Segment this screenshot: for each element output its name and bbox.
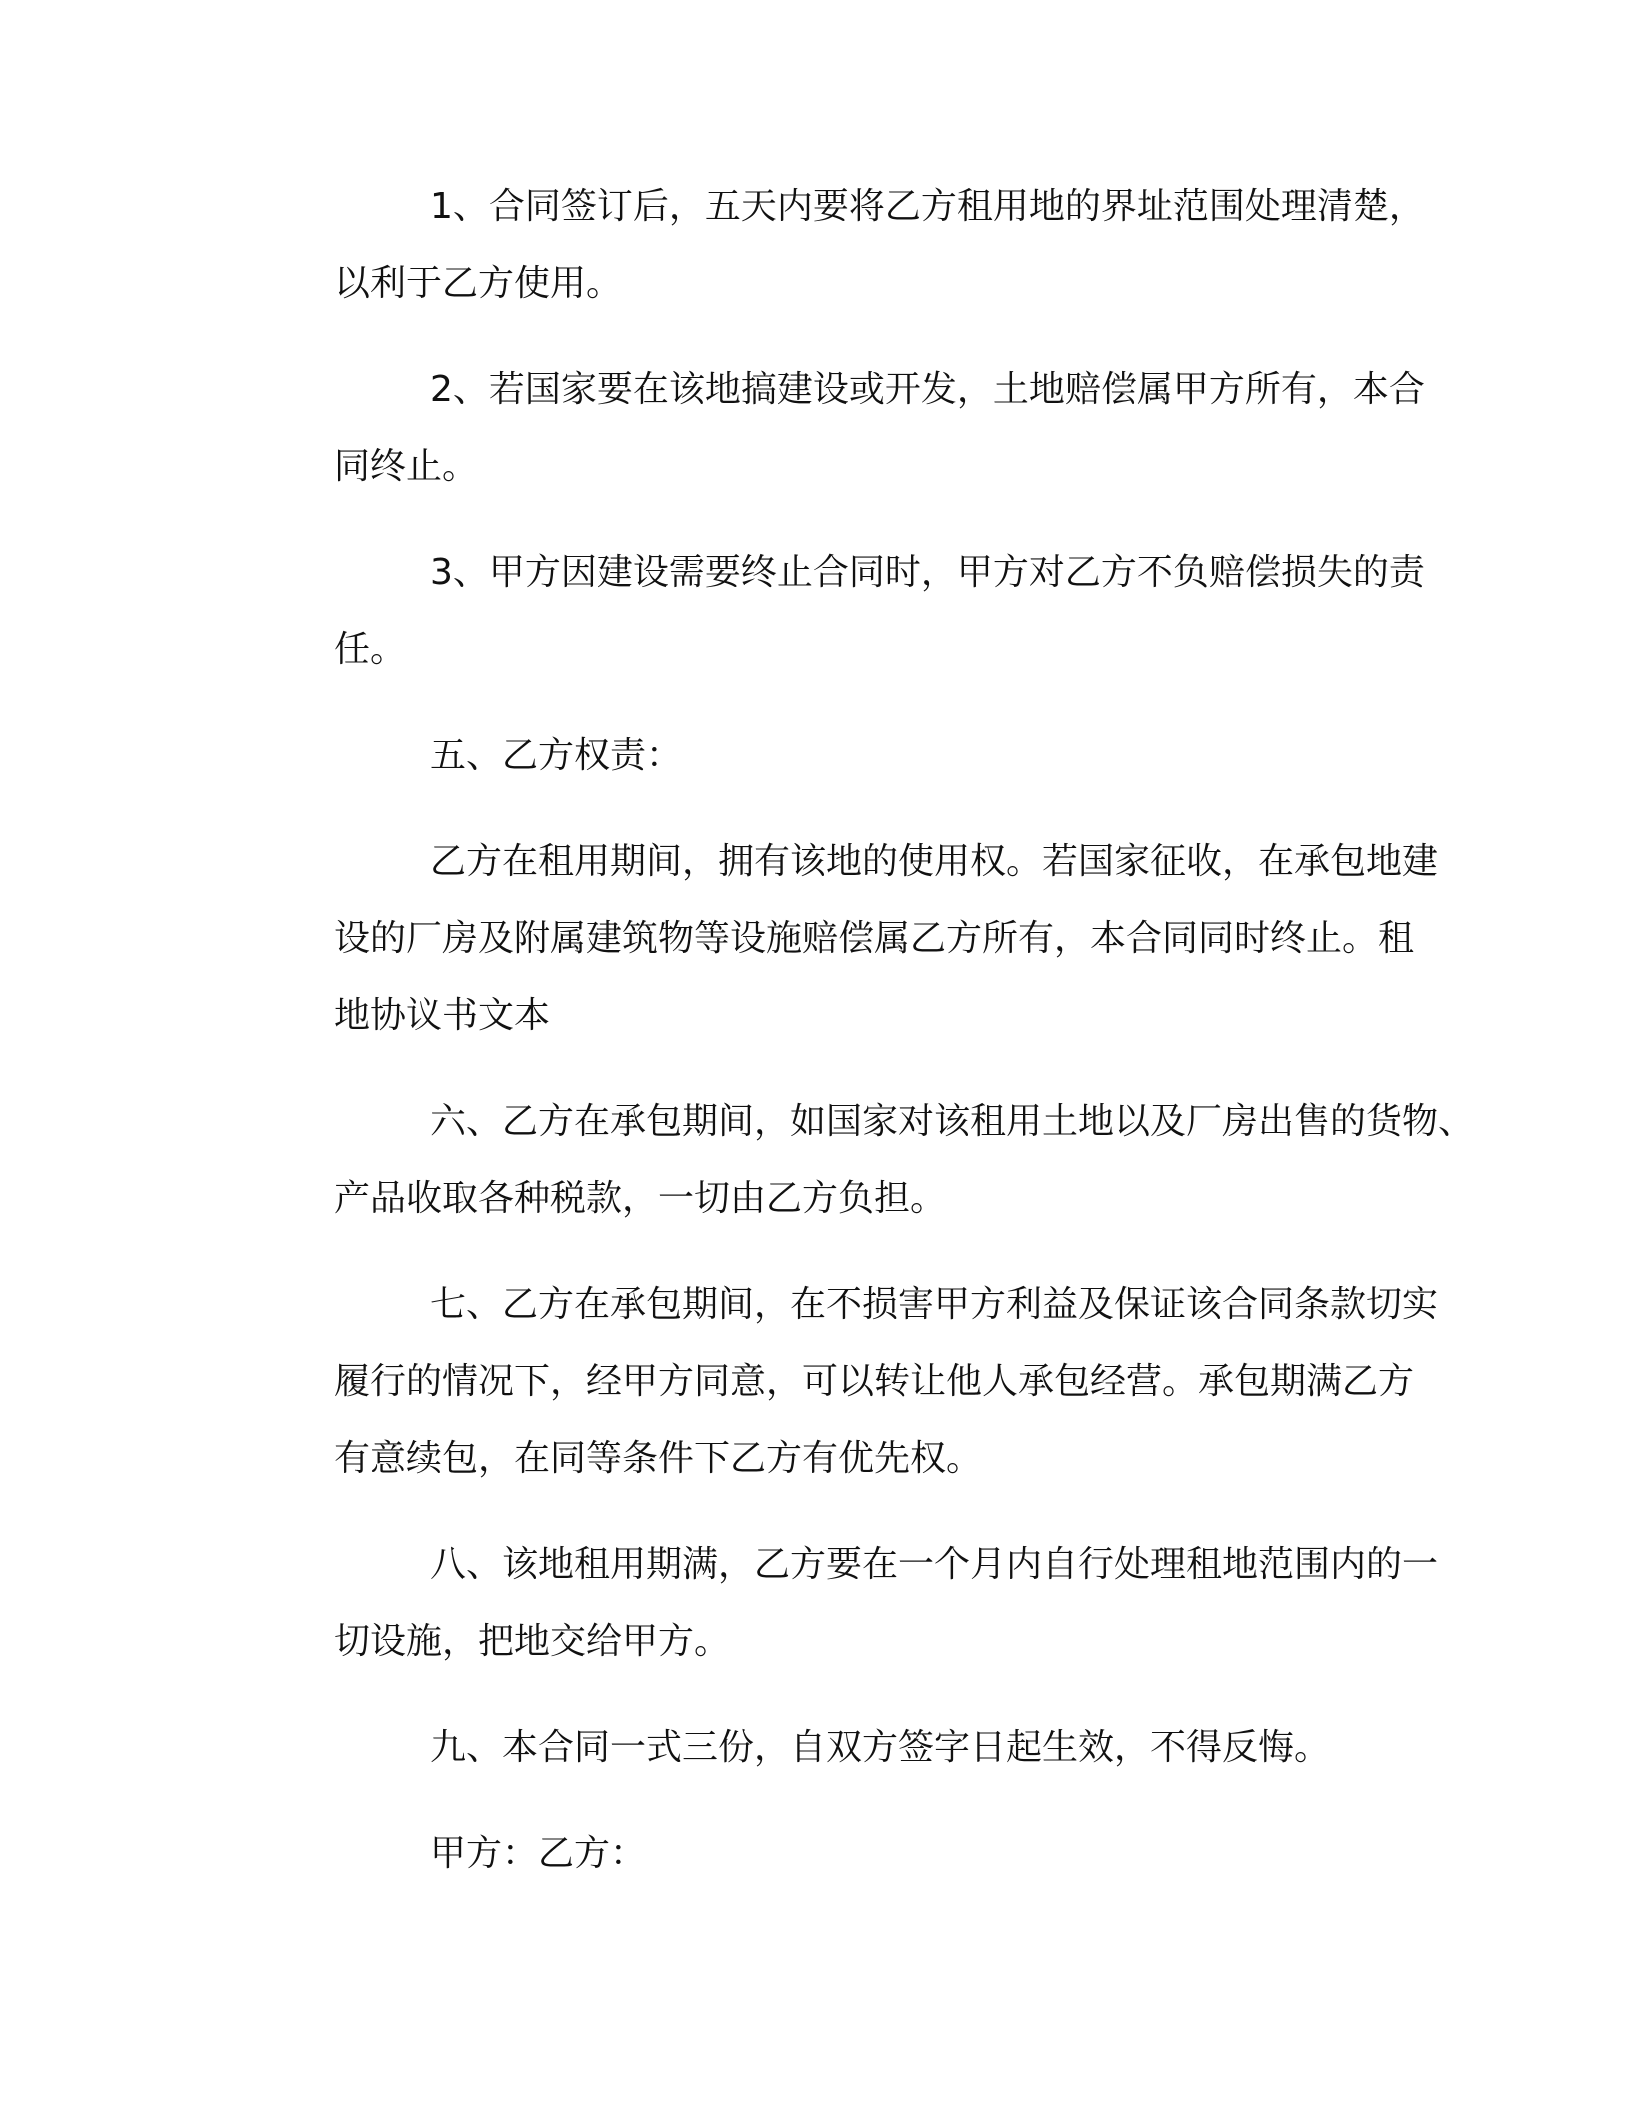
clause-line: 地协议书文本 — [334, 995, 551, 1036]
clause-line: 乙方在租用期间，拥有该地的使用权。若国家征收，在承包地建 — [430, 841, 1439, 882]
clause-line: 七、乙方在承包期间，在不损害甲方利益及保证该合同条款切实 — [430, 1284, 1439, 1325]
clause-1 — [238, 168, 1425, 322]
signature-parties: 甲方：乙方： — [430, 1833, 647, 1874]
clause-line: 切设施，把地交给甲方。 — [334, 1621, 731, 1662]
section-5-body — [238, 823, 1439, 1054]
section-6 — [238, 1083, 1475, 1237]
section-heading: 五、乙方权责： — [430, 735, 683, 776]
clause-line: 1、合同签订后，五天内要将乙方租用地的界址范围处理清楚， — [430, 186, 1425, 227]
clause-3 — [238, 534, 1425, 688]
clause-line: 设的厂房及附属建筑物等设施赔偿属乙方所有，本合同同时终止。租 — [334, 918, 1415, 959]
clause-line: 3、甲方因建设需要终止合同时，甲方对乙方不负赔偿损失的责 — [430, 552, 1425, 593]
clause-line: 履行的情况下，经甲方同意，可以转让他人承包经营。承包期满乙方 — [334, 1361, 1415, 1402]
section-9 — [238, 1709, 1388, 1786]
clause-line: 九、本合同一式三份，自双方签字日起生效，不得反悔。 — [430, 1727, 1331, 1768]
clause-line: 2、若国家要在该地搞建设或开发，土地赔偿属甲方所有，本合 — [430, 369, 1425, 410]
section-7 — [238, 1266, 1439, 1497]
clause-line: 同终止。 — [334, 446, 479, 487]
clause-line: 六、乙方在承包期间，如国家对该租用土地以及厂房出售的货物、 — [430, 1101, 1475, 1142]
section-5-heading — [238, 717, 1388, 794]
clause-line: 有意续包，在同等条件下乙方有优先权。 — [334, 1438, 983, 1479]
clause-2 — [238, 351, 1425, 505]
clause-line: 产品收取各种税款，一切由乙方负担。 — [334, 1178, 947, 1219]
section-8 — [238, 1526, 1439, 1680]
clause-line: 任。 — [334, 629, 407, 670]
document-body — [238, 168, 1475, 1921]
clause-line: 八、该地租用期满，乙方要在一个月内自行处理租地范围内的一 — [430, 1544, 1439, 1585]
clause-line: 以利于乙方使用。 — [334, 263, 623, 304]
signature-line — [238, 1815, 1388, 1892]
